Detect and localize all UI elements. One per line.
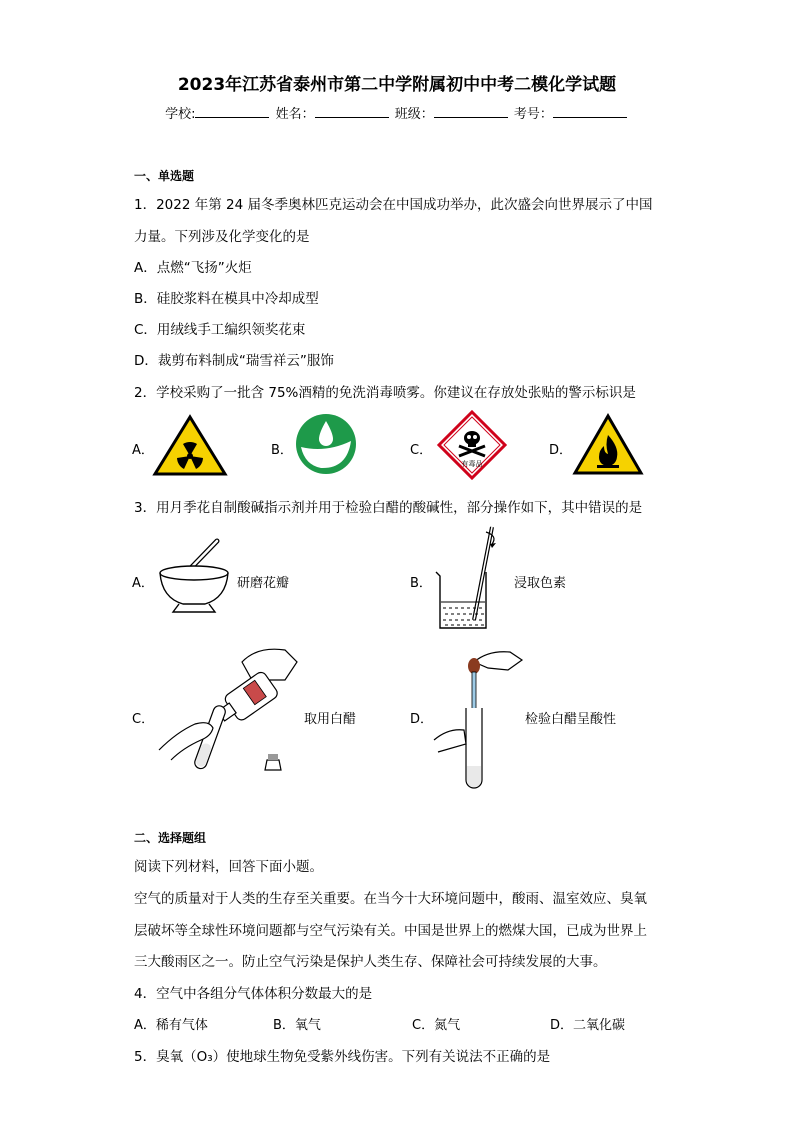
passage-line2: 层破坏等全球性环境问题都与空气污染有关。中国是世界上的燃煤大国，已成为世界上 [134,923,647,939]
q2-option-b-letter: B． [271,443,293,458]
class-blank [434,105,508,118]
q4-option-d: D．二氧化碳 [550,1018,626,1033]
q2-option-d-letter: D． [549,443,573,458]
pouring-liquid-icon [157,640,302,780]
q2-option-a-letter: A． [132,443,154,458]
reading-intro: 阅读下列材料，回答下面小题。 [134,859,323,875]
school-label: 学校: [165,107,196,122]
name-label: 姓名： [275,107,315,122]
class-label: 班级： [394,107,434,122]
q3-stem: 3．用月季花自制酸碱指示剂并用于检验白醋的酸碱性，部分操作如下，其中错误的是 [134,500,643,516]
q2-stem: 2．学校采购了一批含 75%酒精的免洗消毒喷雾。你建议在存放处张贴的警示标识是 [134,385,636,401]
q1-stem-line1: 1．2022 年第 24 届冬季奥林匹克运动会在中国成功举办，此次盛会向世界展示了中国 [134,197,653,213]
q3-option-d-letter: D． [410,712,434,727]
student-info-line [0,103,794,122]
passage-line3: 三大酸雨区之一。防止空气污染是保护人类生存、保障社会可持续发展的大事。 [134,954,607,970]
mortar-pestle-icon [157,538,232,618]
toxic-sign-label: 有毒品 [461,460,483,468]
school-blank [195,105,269,118]
q3-option-a-letter: A． [132,576,154,591]
q4-stem: 4．空气中各组分气体体积分数最大的是 [134,986,373,1002]
name-blank [315,105,389,118]
passage-line1: 空气的质量对于人类的生存至关重要。在当今十大环境问题中，酸雨、温室效应、臭氧 [134,891,647,907]
radiation-hazard-icon [153,414,227,476]
q1-option-a: A．点燃“飞扬”火炬 [134,260,252,276]
toxic-substance-icon [437,410,507,480]
q3-caption-a: 研磨花瓣 [237,576,290,591]
dropper-test-tube-icon [430,644,525,789]
q3-caption-b: 浸取色素 [514,576,567,591]
id-label: 考号： [513,107,553,122]
q1-option-c: C．用绒线手工编织领奖花束 [134,322,306,338]
id-blank [553,105,627,118]
q3-caption-c: 取用白醋 [304,712,357,727]
water-saving-icon [295,413,357,475]
q2-option-c-letter: C． [410,443,433,458]
section-heading-single-choice: 一、单选题 [134,169,195,183]
q4-option-a: A．稀有气体 [134,1018,208,1033]
q4-option-c: C．氮气 [412,1018,461,1033]
q5-stem: 5．臭氧（O₃）使地球生物免受紫外线伤害。下列有关说法不正确的是 [134,1049,551,1065]
q1-stem-line2: 力量。下列涉及化学变化的是 [134,229,310,245]
flammable-hazard-icon [573,413,643,475]
q3-option-b-letter: B． [410,576,432,591]
q1-option-d: D．裁剪布料制成“瑞雪祥云”服饰 [134,353,334,369]
q4-option-b: B．氧气 [273,1018,321,1033]
section-heading-question-group: 二、选择题组 [134,831,207,845]
q3-caption-d: 检验白醋呈酸性 [525,712,617,727]
q1-option-b: B．硅胶浆料在模具中冷却成型 [134,291,319,307]
exam-title: 2023年江苏省泰州市第二中学附属初中中考二模化学试题 [177,75,617,95]
q3-option-c-letter: C． [132,712,155,727]
beaker-stirring-icon [432,524,502,634]
